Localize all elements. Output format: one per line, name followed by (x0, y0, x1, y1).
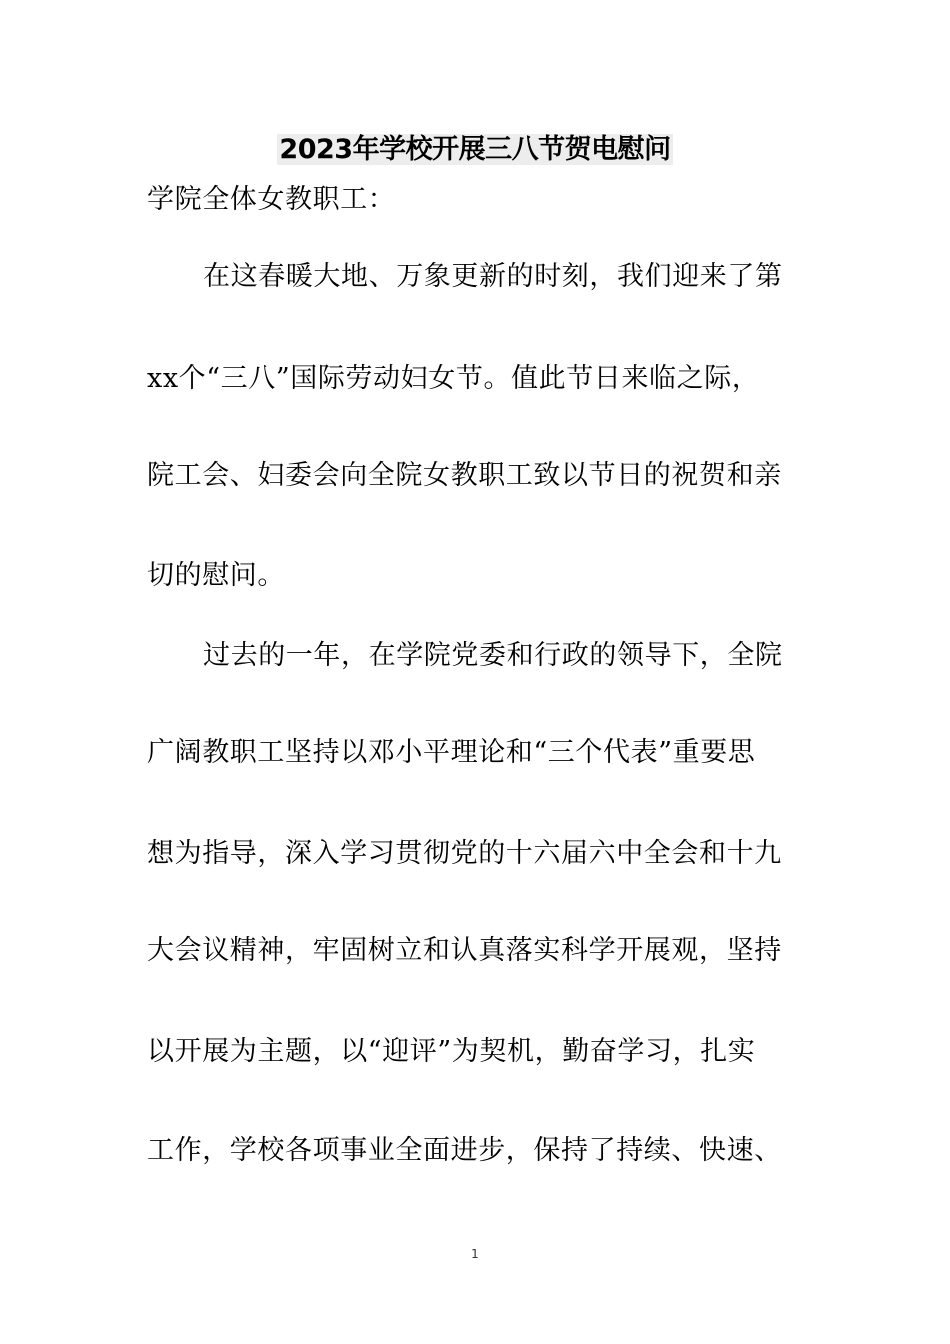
paragraph-2-line-5: 以开展为主题，以“迎评”为契机，勤奋学习，扎实 (147, 1036, 756, 1067)
paragraph-1-line-1: 在这春暖大地、万象更新的时刻，我们迎来了第 (203, 261, 783, 292)
paragraph-2-line-4: 大会议精神，牢固树立和认真落实科学开展观，坚持 (147, 935, 782, 966)
page-number: 1 (471, 1247, 479, 1261)
paragraph-1-line-4: 切的慰问。 (147, 560, 285, 591)
paragraph-2-line-2: 广阔教职工坚持以邓小平理论和“三个代表”重要思 (147, 737, 756, 768)
salutation-line: 学院全体女教职工： (147, 184, 396, 215)
paragraph-2-line-1: 过去的一年，在学院党委和行政的领导下，全院 (203, 640, 783, 671)
paragraph-2-line-3: 想为指导，深入学习贯彻党的十六届六中全会和十九 (147, 838, 782, 869)
paragraph-1-line-3: 院工会、妇委会向全院女教职工致以节日的祝贺和亲 (147, 460, 782, 491)
paragraph-1-line-2: xx个“三八”国际劳动妇女节。值此节日来临之际， (147, 363, 760, 394)
paragraph-2-line-6: 工作，学校各项事业全面进步，保持了持续、快速、 (147, 1135, 782, 1166)
document-title: 2023年学校开展三八节贺电慰问 (279, 134, 671, 165)
